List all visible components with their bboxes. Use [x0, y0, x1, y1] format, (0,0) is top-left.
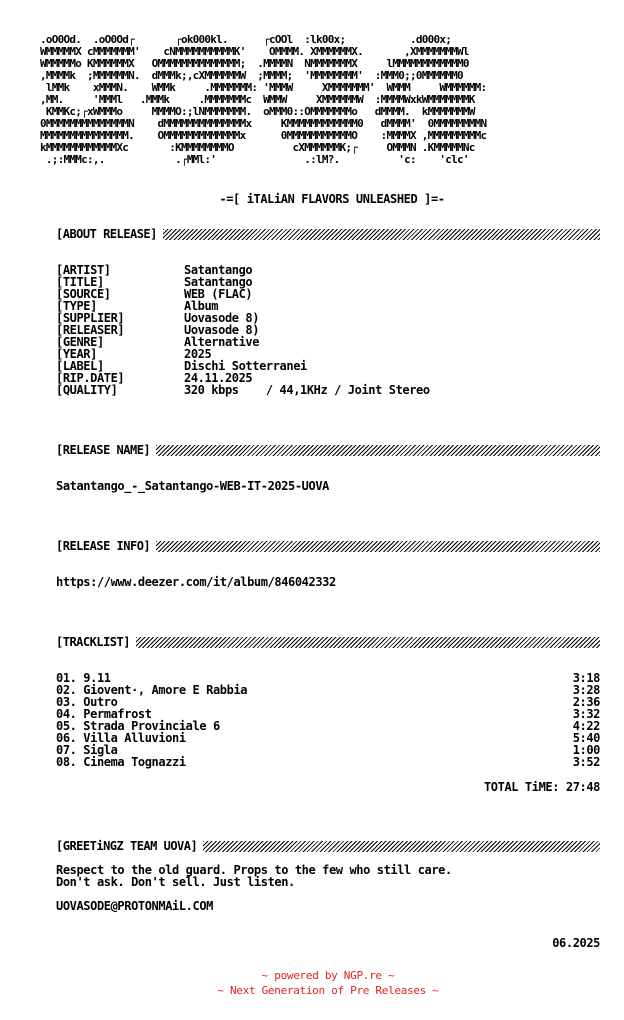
field-key: [LABEL]: [56, 359, 104, 373]
track-time: 3:32: [572, 707, 600, 721]
track-title: 03. Outro: [56, 695, 118, 709]
track-title: 07. Sigla: [56, 743, 118, 757]
footer-powered-by[interactable]: ~ powered by NGP.re ~: [261, 969, 395, 982]
track-row: [56, 732, 600, 744]
section-header: [ABOUT RELEASE]: [56, 227, 157, 241]
field-value: WEB (FLAC): [184, 287, 253, 301]
hatch-divider: [163, 229, 600, 240]
section-greetings: [56, 839, 600, 853]
total-time: TOTAL TiME: 27:48: [483, 780, 600, 794]
contact-email[interactable]: UOVASODE@PROTONMAiL.COM: [56, 899, 213, 913]
track-title: 02. Giovent·, Amore E Rabbia: [56, 683, 248, 697]
track-time: 3:28: [572, 683, 600, 697]
field-key: [TYPE]: [56, 299, 97, 313]
field-value: Satantango: [184, 275, 253, 289]
field-value: Dischi Sotterranei: [184, 359, 307, 373]
section-header: [RELEASE NAME]: [56, 443, 151, 457]
track-time: 3:18: [572, 671, 600, 685]
release-date: 06.2025: [552, 936, 600, 950]
track-title: 05. Strada Provinciale 6: [56, 719, 220, 733]
field-value: Album: [184, 299, 219, 313]
track-title: 08. Cinema Tognazzi: [56, 755, 186, 769]
field-key: [TITLE]: [56, 275, 104, 289]
section-header: [RELEASE INFO]: [56, 539, 151, 553]
release-info-url[interactable]: https://www.deezer.com/it/album/846042332: [56, 575, 336, 589]
field-key: [YEAR]: [56, 347, 97, 361]
field-value: 320 kbps / 44,1KHz / Joint Stereo: [184, 383, 430, 397]
field-value: Alternative: [184, 335, 260, 349]
greetings-line-2: Don't ask. Don't sell. Just listen.: [56, 875, 295, 889]
section-release-info: [56, 539, 600, 553]
track-title: 04. Permafrost: [56, 707, 152, 721]
section-release-name: [56, 443, 600, 457]
track-time: 2:36: [572, 695, 600, 709]
ascii-logo: .oO0Od. .oO0Od┌ ┌ok000kl. ┌cOOl :lk00x; .d000x; WMMMMMX cMMMMMMM' cNMMMMMMMMMMK' OMMMM. XMMMMMMX. ,XMMMMMMMWl WMMMMMo KMMMMMMX OMMMMMMMMMMMMMM; .MMMMN NMMMMMMMX lMMMMMMMMMMMM0 ,MMMMk ;MMMMMMN. dMMMk;,cXMMMMMMW ;MMMM; 'MMMMMMMM' :MMM0;;0MMMMMM0 lMMk xMMMN. WMMk .MMMMMMM: 'MMMW XMMMMMMM' WMMM WMMMMMM: ,MM. 'MMMl .MMMk .MMMMMMMc WMMW XMMMMMMW :MMMMWxkWMMMMMMMK KMMKc;┌xWMMMo MMMMO:;lNMMMMMMM. oMMM0::OMMMMMMMo dMMMM. kMMMMMMMW 0MMMMMMMMMMMMMMN dMMMMMMMMMMMMMMx KMMMMMMMMMMMM0 dMMMM' 0MMMMMMMMN MMMMMMMMMMMMMMM. OMMMMMMMMMMMMMx 0MMMMMMMMMMMO :MMMMX ,MMMMMMMMMc kMMMMMMMMMMMMXc :KMMMMMMMMO cXMMMMMMK;┌ OMMMN .KMMMMMNc .;:MMMc:,. .┌MMl:' .:lM?. 'c: 'clc': [40, 33, 487, 166]
field-value: Uovasode 8): [184, 311, 260, 325]
field-value: 2025: [184, 347, 212, 361]
hatch-divider: [203, 841, 600, 852]
track-time: 3:52: [572, 755, 600, 769]
track-time: 4:22: [572, 719, 600, 733]
track-title: 06. Villa Alluvioni: [56, 731, 186, 745]
track-row: [56, 756, 600, 768]
field-key: [RELEASER]: [56, 323, 125, 337]
hatch-divider: [136, 637, 600, 648]
section-tracklist: [56, 635, 600, 649]
hatch-divider: [156, 445, 600, 456]
slogan: -=[ iTALiAN FLAVORS UNLEASHED ]=-: [219, 192, 445, 206]
track-title: 01. 9.11: [56, 671, 111, 685]
field-key: [GENRE]: [56, 335, 104, 349]
field-value: Satantango: [184, 263, 253, 277]
section-about-release: [56, 227, 600, 241]
field-key: [SOURCE]: [56, 287, 111, 301]
field-key: [RIP.DATE]: [56, 371, 125, 385]
track-row: [56, 684, 600, 696]
field-value: Uovasode 8): [184, 323, 260, 337]
track-time: 5:40: [572, 731, 600, 745]
track-time: 1:00: [572, 743, 600, 757]
field-key: [SUPPLIER]: [56, 311, 125, 325]
greetings-line-1: Respect to the old guard. Props to the few who still care.: [56, 863, 452, 877]
section-header: [GREETiNGZ TEAM UOVA]: [56, 839, 198, 853]
about-field-row: [56, 384, 430, 396]
footer-tagline: ~ Next Generation of Pre Releases ~: [217, 984, 439, 997]
field-value: 24.11.2025: [184, 371, 253, 385]
section-header: [TRACKLIST]: [56, 635, 130, 649]
field-key: [QUALITY]: [56, 383, 118, 397]
hatch-divider: [156, 541, 600, 552]
release-name-value: Satantango_-_Satantango-WEB-IT-2025-UOVA: [56, 479, 329, 493]
field-key: [ARTIST]: [56, 263, 111, 277]
